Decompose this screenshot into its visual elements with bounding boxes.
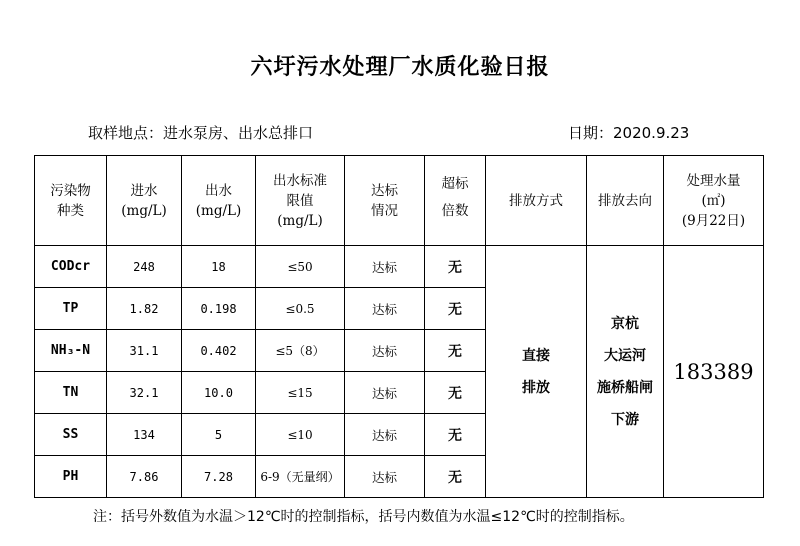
header-outflow: 出水 (mg/L) bbox=[182, 156, 256, 246]
status-value: 达标 bbox=[345, 456, 425, 498]
header-multiple: 超标 倍数 bbox=[425, 156, 486, 246]
inflow-value: 32.1 bbox=[107, 372, 182, 414]
table-row bbox=[35, 246, 764, 288]
pollutant-name: CODcr bbox=[35, 246, 107, 288]
header-status: 达标 情况 bbox=[345, 156, 425, 246]
pollutant-name: PH bbox=[35, 456, 107, 498]
outflow-value: 0.198 bbox=[182, 288, 256, 330]
status-value: 达标 bbox=[345, 246, 425, 288]
outflow-value: 0.402 bbox=[182, 330, 256, 372]
inflow-value: 248 bbox=[107, 246, 182, 288]
limit-value: 6-9（无量纲） bbox=[256, 456, 345, 498]
report-title: 六圩污水处理厂水质化验日报 bbox=[250, 55, 550, 80]
water-quality-table bbox=[34, 155, 764, 498]
discharge-mode-cell: 直接 排放 bbox=[486, 246, 587, 498]
header-discharge-mode: 排放方式 bbox=[486, 156, 587, 246]
status-value: 达标 bbox=[345, 330, 425, 372]
header-discharge-to: 排放去向 bbox=[587, 156, 664, 246]
header-pollutant: 污染物 种类 bbox=[35, 156, 107, 246]
limit-value: ≤50 bbox=[256, 246, 345, 288]
pollutant-name: NH₃-N bbox=[35, 330, 107, 372]
inflow-value: 7.86 bbox=[107, 456, 182, 498]
status-value: 达标 bbox=[345, 288, 425, 330]
limit-value: ≤15 bbox=[256, 372, 345, 414]
outflow-value: 7.28 bbox=[182, 456, 256, 498]
discharge-to-cell: 京杭 大运河 施桥船闸 下游 bbox=[587, 246, 664, 498]
status-value: 达标 bbox=[345, 414, 425, 456]
exceed-value: 无 bbox=[425, 246, 486, 288]
outflow-value: 18 bbox=[182, 246, 256, 288]
limit-value: ≤10 bbox=[256, 414, 345, 456]
limit-value: ≤0.5 bbox=[256, 288, 345, 330]
inflow-value: 31.1 bbox=[107, 330, 182, 372]
report-date: 日期：2020.9.23 bbox=[568, 124, 690, 142]
header-inflow: 进水 (mg/L) bbox=[107, 156, 182, 246]
pollutant-name: SS bbox=[35, 414, 107, 456]
pollutant-name: TP bbox=[35, 288, 107, 330]
footnote: 注：括号外数值为水温＞12℃时的控制指标，括号内数值为水温≤12℃时的控制指标。 bbox=[93, 509, 634, 525]
pollutant-name: TN bbox=[35, 372, 107, 414]
table-header-row bbox=[35, 156, 764, 246]
exceed-value: 无 bbox=[425, 456, 486, 498]
exceed-value: 无 bbox=[425, 372, 486, 414]
limit-value: ≤5（8） bbox=[256, 330, 345, 372]
inflow-value: 134 bbox=[107, 414, 182, 456]
status-value: 达标 bbox=[345, 372, 425, 414]
exceed-value: 无 bbox=[425, 414, 486, 456]
outflow-value: 5 bbox=[182, 414, 256, 456]
exceed-value: 无 bbox=[425, 330, 486, 372]
exceed-value: 无 bbox=[425, 288, 486, 330]
sampling-location: 取样地点：进水泵房、出水总排口 bbox=[88, 124, 314, 142]
header-volume: 处理水量 (㎡) (9月22日) bbox=[664, 156, 764, 246]
outflow-value: 10.0 bbox=[182, 372, 256, 414]
header-limit: 出水标准 限值 (mg/L) bbox=[256, 156, 345, 246]
inflow-value: 1.82 bbox=[107, 288, 182, 330]
treated-volume: 183389 bbox=[664, 246, 764, 498]
